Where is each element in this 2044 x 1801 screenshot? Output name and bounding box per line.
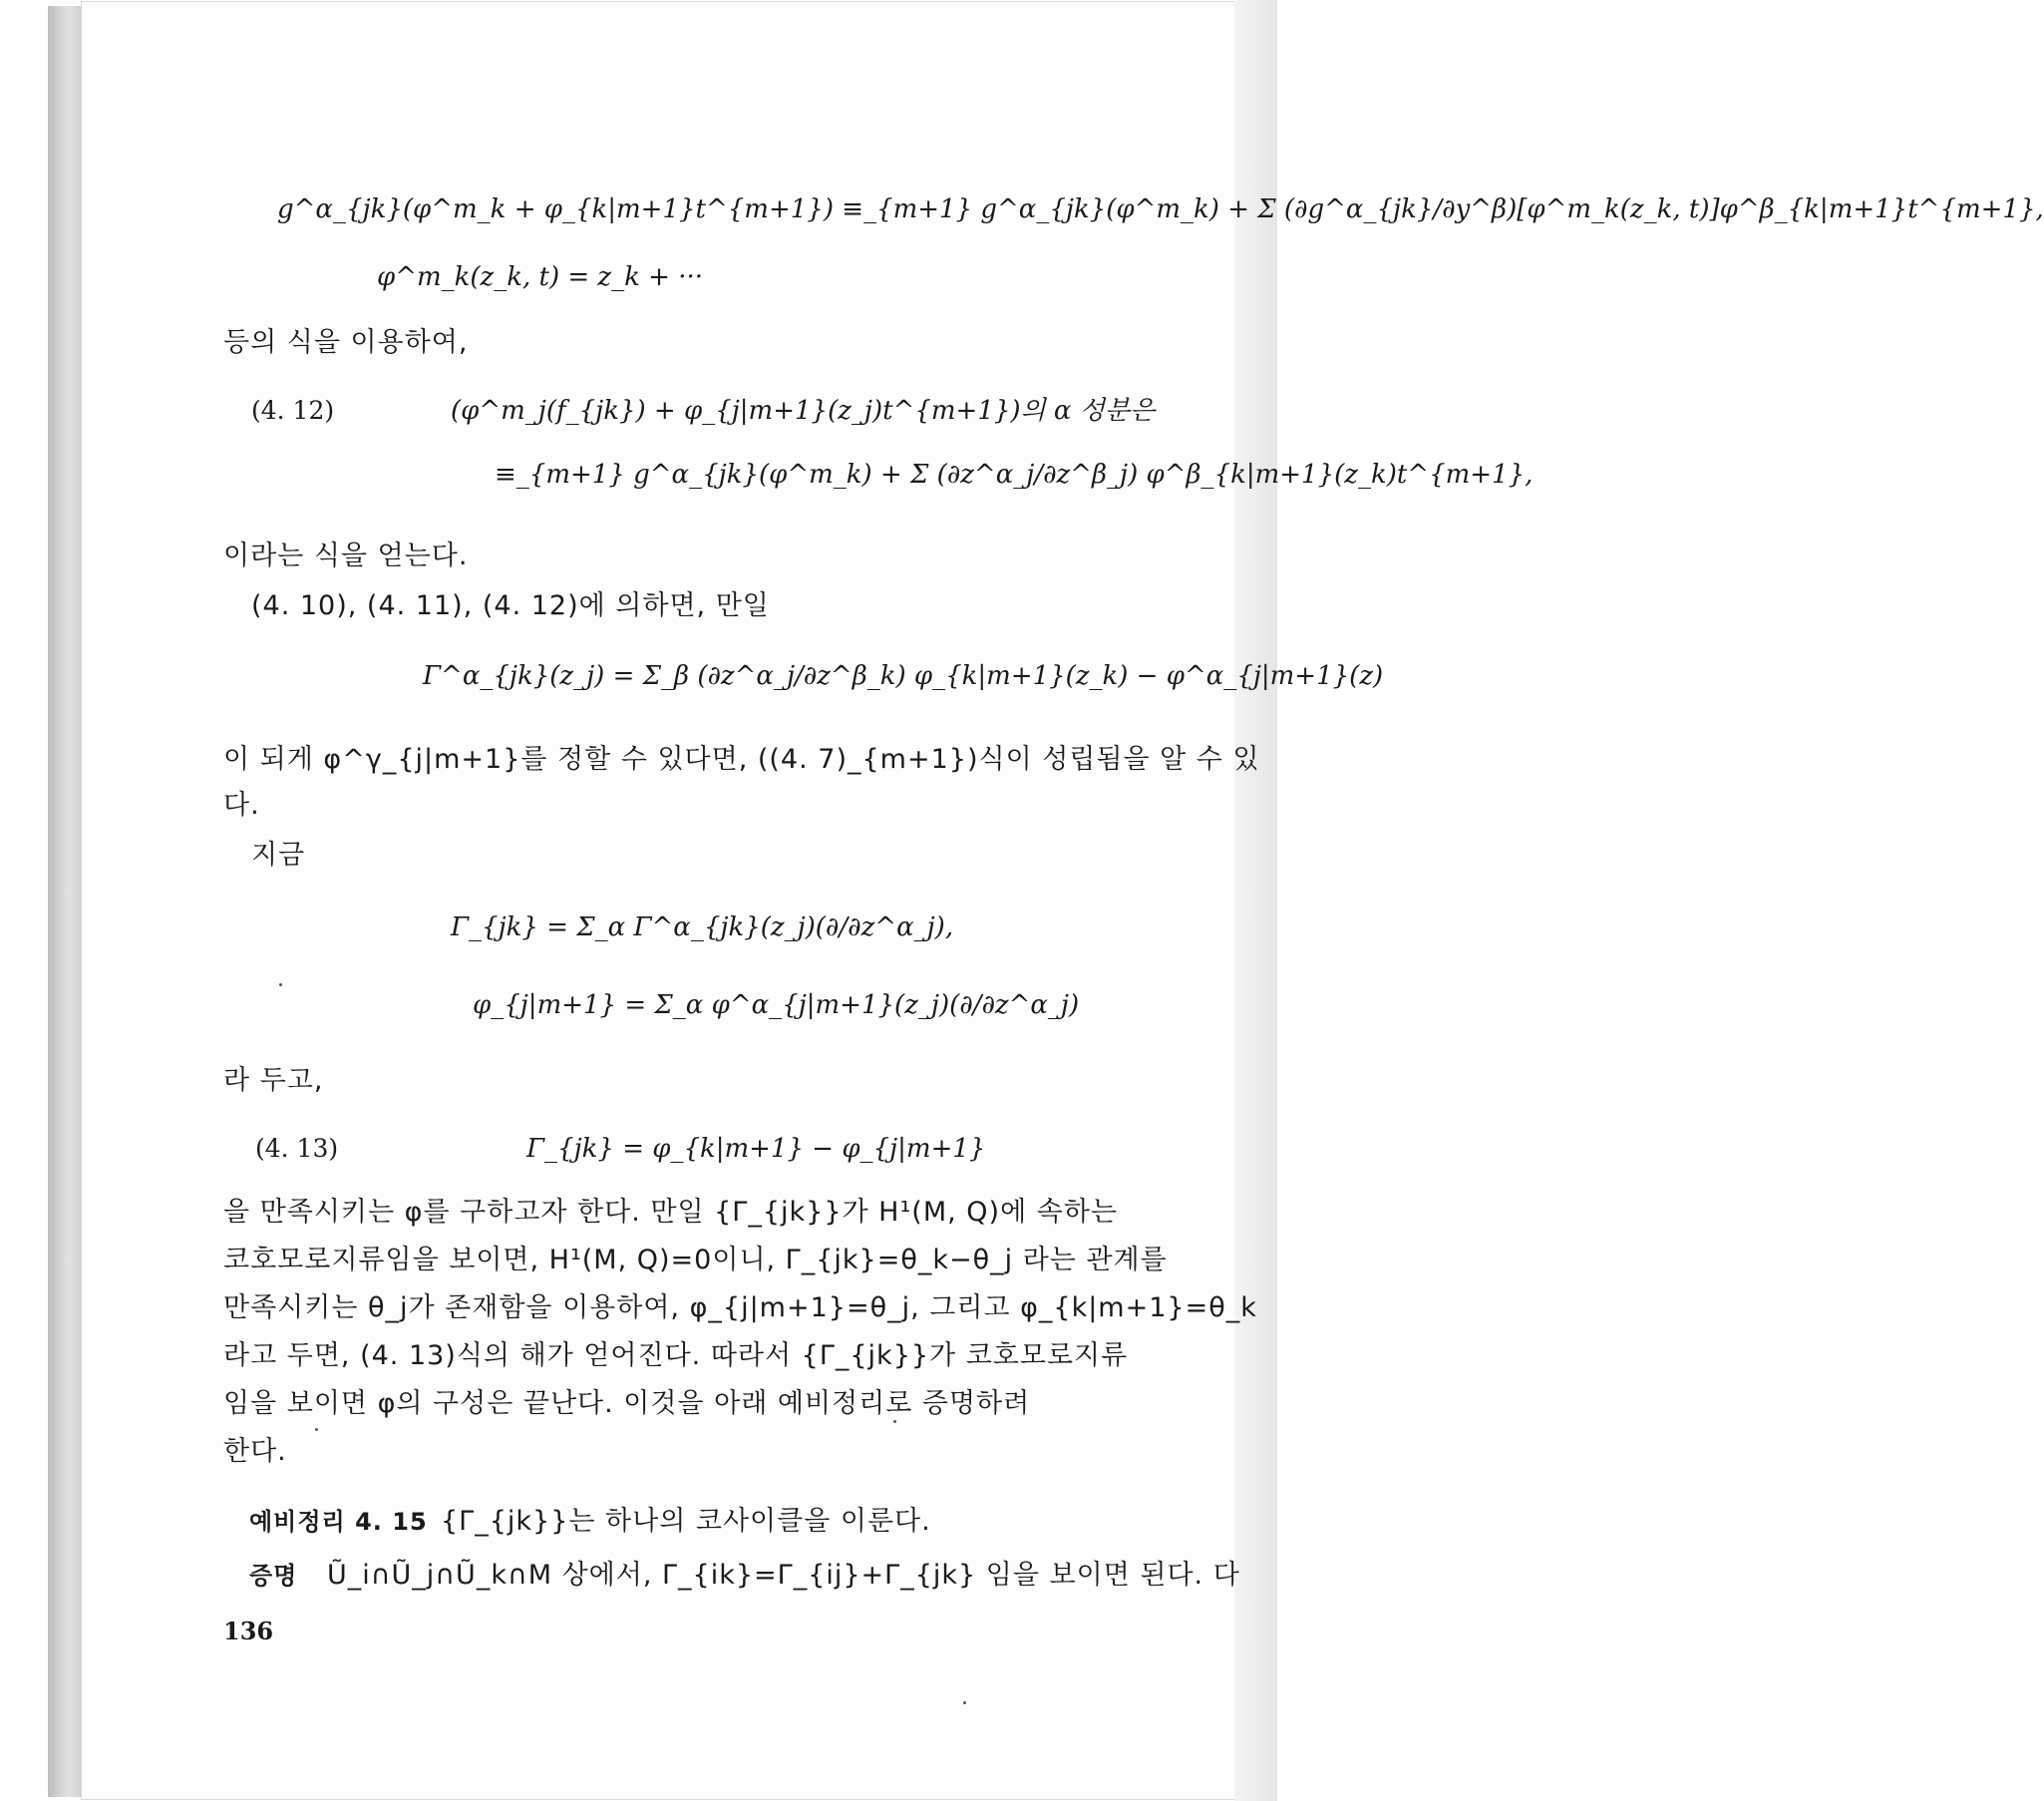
equation-phi-j: φ_{j|m+1} = Σ_α φ^α_{j|m+1}(z_j)(∂/∂z^α_j) [473,990,1080,1020]
equation-top-1: g^α_{jk}(φ^m_k + φ_{k|m+1}t^{m+1}) ≡_{m+1} g^α_{jk}(φ^m_k) + Σ (∂g^α_{jk}/∂y^β)[φ^m_k(z_k, t)]φ^β_{k|m+1}t^{m+1}, [277,194,2044,224]
text-line-4a: 이 되게 φ^γ_{j|m+1}를 정할 수 있다면, ((4. 7)_{m+1})식이 성립됨을 알 수 있 [223,744,1260,775]
paragraph-line-6: 한다. [223,1436,287,1467]
text-line-5: 지금 [251,840,306,871]
speck [315,1428,318,1431]
paragraph-line-5: 임을 보이면 φ의 구성은 끝난다. 이것을 아래 예비정리로 증명하려 [223,1388,1031,1419]
speck [279,983,282,986]
speck [893,1420,896,1423]
page-edge [1234,0,1277,1801]
book-spine [48,6,82,1797]
text-line-6: 라 두고, [223,1065,324,1096]
paragraph-line-2: 코호모로지류임을 보이면, H¹(M, Q)=0이니, Γ_{jk}=θ_k−θ_j 라는 관계를 [223,1245,1168,1275]
lemma-label: 예비정리 4. 15 [249,1508,428,1536]
proof-label: 증명 [249,1562,298,1590]
lemma-text: {Γ_{jk}}는 하나의 코사이클을 이룬다. [441,1506,931,1537]
paragraph-line-4: 라고 두면, (4. 13)식의 해가 얻어진다. 따라서 {Γ_{jk}}가 코호모로지류 [223,1340,1129,1371]
equation-number-4-12: (4. 12) [251,396,335,425]
paragraph-line-3: 만족시키는 θ_j가 존재함을 이용하여, φ_{j|m+1}=θ_j, 그리고 φ_{k|m+1}=θ_k [223,1292,1257,1323]
proof-text: Ũ_i∩Ũ_j∩Ũ_k∩M 상에서, Γ_{ik}=Γ_{ij}+Γ_{jk} 임을 보이면 된다. 다 [327,1560,1240,1591]
paragraph-line-1: 을 만족시키는 φ를 구하고자 한다. 만일 {Γ_{jk}}가 H¹(M, Q)에 속하는 [223,1197,1118,1228]
speck [963,1701,966,1704]
equation-top-2: φ^m_k(z_k, t) = z_k + ··· [377,262,703,292]
text-line-1: 등의 식을 이용하여, [223,327,469,358]
equation-gamma-alpha: Γ^α_{jk}(z_j) = Σ_β (∂z^α_j/∂z^β_k) φ_{k|m+1}(z_k) − φ^α_{j|m+1}(z) [423,661,1384,691]
text-line-3: (4. 10), (4. 11), (4. 12)에 의하면, 만일 [251,590,770,621]
equation-4-13: Γ_{jk} = φ_{k|m+1} − φ_{j|m+1} [526,1134,986,1164]
page-number: 136 [223,1617,274,1645]
equation-4-12-line-1: (φ^m_j(f_{jk}) + φ_{j|m+1}(z_j)t^{m+1})의 α 성분은 [451,396,1156,426]
equation-number-4-13: (4. 13) [255,1134,339,1163]
text-line-2: 이라는 식을 얻는다. [223,540,469,571]
equation-gamma-jk: Γ_{jk} = Σ_α Γ^α_{jk}(z_j)(∂/∂z^α_j), [451,912,954,942]
equation-4-12-line-2: ≡_{m+1} g^α_{jk}(φ^m_k) + Σ (∂z^α_j/∂z^β_j) φ^β_{k|m+1}(z_k)t^{m+1}, [495,460,1533,490]
text-line-4b: 다. [223,790,260,821]
